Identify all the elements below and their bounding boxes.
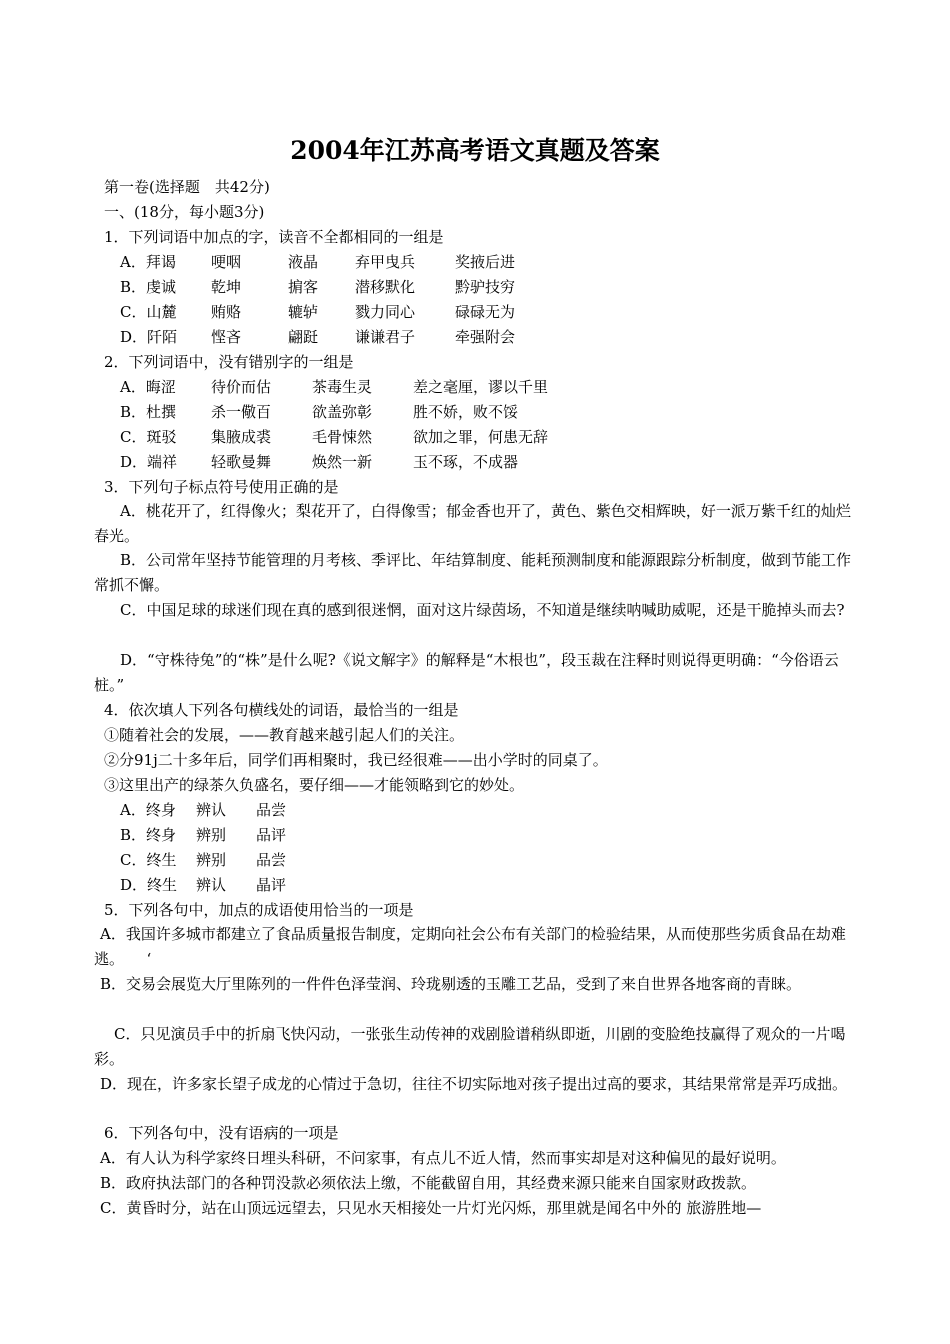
option-text: 乾坤 [211, 278, 242, 296]
question-3-option-b: B．公司常年坚持节能管理的月考核、季评比、年结算制度、能耗预测制度和能源跟踪分析制度，做到节能工作常抓不懈。 [94, 551, 852, 594]
option-text: 哽咽 [211, 253, 242, 271]
option-text: 胜不娇，败不馁 [413, 403, 519, 421]
option-text: 谦谦君子 [355, 328, 416, 346]
question-2-stem: 2．下列词语中，没有错别字的一组是 [104, 353, 354, 371]
question-1-option-d [120, 326, 515, 348]
part-heading: 一、(18分，每小题3分) [104, 203, 265, 221]
question-3-option-c: C．中国足球的球迷们现在真的感到很迷惘，面对这片绿茵场，不知道是继续呐喊助威呢，还是干脆掉头而去? [120, 601, 845, 619]
option-text: 焕然一新 [312, 453, 373, 471]
option-text: C．终生 [120, 851, 177, 869]
question-4-option-a [120, 799, 286, 821]
question-3-option-a: A．桃花开了，红得像火；梨花开了，白得像雪；郁金香也开了，黄色、紫色交相辉映，好一派万紫千红的灿烂春光。 [94, 502, 851, 545]
option-text: D．阡陌 [120, 328, 178, 346]
option-text: 轻歌曼舞 [211, 453, 272, 471]
question-4-stem: 4．依次填人下列各句横线处的词语，最恰当的一组是 [104, 701, 459, 719]
question-6-option-c: C．黄昏时分，站在山顶远远望去，只见水天相接处一片灯光闪烁，那里就是闻名中外的 旅游胜地— [100, 1199, 762, 1217]
option-text: 品尝 [256, 851, 287, 869]
option-text: 翩跹 [288, 328, 319, 346]
question-5-option-a: A．我国许多城市都建立了食品质量报告制度，定期向社会公布有关部门的检验结果，从而使那些劣质食品在劫难逃。 ‘ [94, 925, 846, 968]
option-text: B．杜撰 [120, 403, 177, 421]
question-4-option-b [120, 824, 286, 846]
option-text: 毛骨悚然 [312, 428, 373, 446]
option-text: 杀一儆百 [211, 403, 272, 421]
option-text: 黔驴技穷 [455, 278, 516, 296]
question-5-option-c: C．只见演员手中的折扇飞快闪动，一张张生动传神的戏剧脸谱稍纵即逝，川剧的变脸绝技赢得了观众的一片喝彩。 [94, 1025, 846, 1068]
question-4-option-d [120, 874, 286, 896]
option-text: 待价而估 [211, 378, 272, 396]
question-4-sentence-1: ①随着社会的发展，——教育越来越引起人们的关注。 [104, 726, 465, 744]
option-text: 集腋成裘 [211, 428, 272, 446]
option-text: 潜移默化 [355, 278, 416, 296]
question-2-option-b [120, 401, 518, 423]
option-text: 辨别 [196, 826, 227, 844]
question-5-stem: 5．下列各句中，加点的成语使用恰当的一项是 [104, 901, 414, 919]
option-text: 辘轳 [288, 303, 319, 321]
option-text: D．终生 [120, 876, 178, 894]
question-1-stem: 1．下列词语中加点的字，读音不全都相同的一组是 [104, 228, 444, 246]
option-text: 贿赂 [211, 303, 242, 321]
option-text: 差之毫厘，谬以千里 [413, 378, 549, 396]
option-text: 晶评 [256, 876, 287, 894]
option-text: C．山麓 [120, 303, 177, 321]
option-text: 茶毒生灵 [312, 378, 373, 396]
option-text: 品评 [256, 826, 287, 844]
question-3-stem: 3．下列句子标点符号使用正确的是 [104, 478, 339, 496]
option-text: C．斑驳 [120, 428, 177, 446]
question-6-stem: 6．下列各句中，没有语病的一项是 [104, 1124, 339, 1142]
question-1-option-b [120, 276, 515, 298]
question-5-option-d: D．现在，许多家长望子成龙的心情过于急切，往往不切实际地对孩子提出过高的要求，其结果常常是弄巧成拙。 [100, 1075, 848, 1093]
option-text: 戮力同心 [355, 303, 416, 321]
option-text: 辨认 [196, 876, 227, 894]
option-text: 辨认 [196, 801, 227, 819]
option-text: A．拜谒 [120, 253, 176, 271]
option-text: 牵强附会 [455, 328, 516, 346]
option-text: 弃甲曳兵 [355, 253, 416, 271]
question-3-option-d: D．“守株待兔”的“株”是什么呢?《说文解字》的解释是“木根也”，段玉裁在注释时则说得更明确：“今俗语云桩。” [94, 651, 839, 694]
option-text: 碌碌无为 [455, 303, 516, 321]
question-2-option-c [120, 426, 548, 448]
option-text: B．虔诚 [120, 278, 177, 296]
option-text: 欲加之罪，何患无辞 [413, 428, 549, 446]
question-6-option-b: B．政府执法部门的各种罚没款必须依法上缴，不能截留自用，其经费来源只能来自国家财政拨款。 [100, 1174, 757, 1192]
question-4-option-c [120, 849, 286, 871]
question-1-option-a [120, 251, 515, 273]
option-text: A．终身 [120, 801, 176, 819]
question-6-option-a: A．有人认为科学家终日埋头科研，不问家事，有点儿不近人情，然而事实却是对这种偏见的最好说明。 [100, 1149, 786, 1167]
question-2-option-a [120, 376, 548, 398]
question-5-option-b: B．交易会展览大厅里陈列的一件件色泽莹润、玲珑剔透的玉雕工艺品，受到了来自世界各地客商的青睐。 [100, 975, 802, 993]
option-text: 液晶 [288, 253, 319, 271]
option-text: 奖掖后进 [455, 253, 516, 271]
option-text: B．终身 [120, 826, 177, 844]
option-text: D．端祥 [120, 453, 178, 471]
question-4-sentence-3: ③这里出产的绿茶久负盛名，要仔细——才能领略到它的妙处。 [104, 776, 525, 794]
option-text: 玉不琢，不成器 [413, 453, 519, 471]
option-text: 掮客 [288, 278, 319, 296]
option-text: 欲盖弥彰 [312, 403, 373, 421]
question-2-option-d [120, 451, 518, 473]
question-4-sentence-2: ②分91j二十多年后，同学们再相聚时，我已经很难——出小学时的同桌了。 [104, 751, 608, 769]
question-1-option-c [120, 301, 515, 323]
section-heading: 第一卷(选择题 共42分) [104, 178, 270, 196]
option-text: 品尝 [256, 801, 287, 819]
option-text: A．晦涩 [120, 378, 176, 396]
page-title: 2004年江苏高考语文真题及答案 [290, 136, 660, 165]
option-text: 悭吝 [211, 328, 242, 346]
option-text: 辨别 [196, 851, 227, 869]
